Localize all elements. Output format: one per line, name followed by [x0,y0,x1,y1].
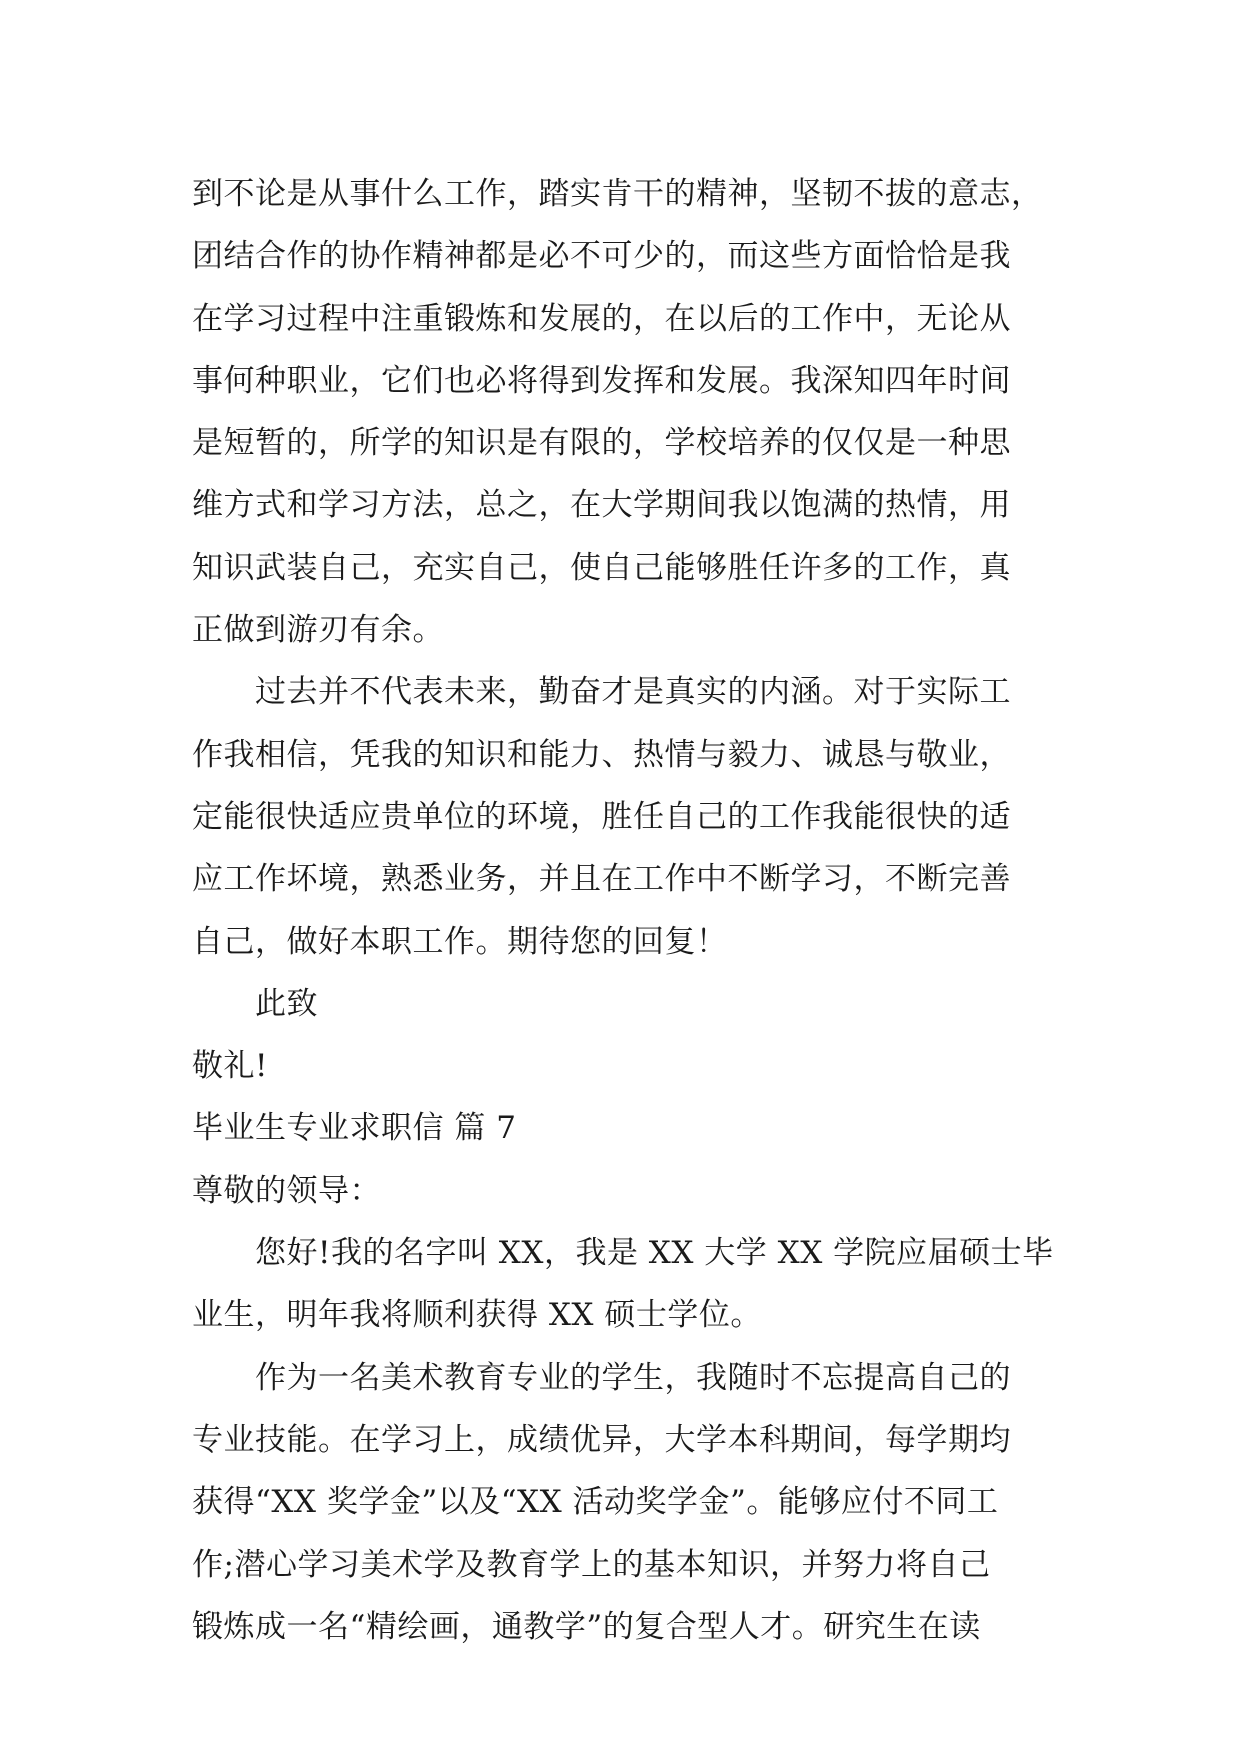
section-heading: 毕业生专业求职信 篇 7 [192,1110,517,1147]
text-line: 获得“XX 奖学金”以及“XX 活动奖学金”。能够应付不同工 [192,1484,999,1521]
closing-salutation: 此致 [255,985,318,1022]
text-line: 自己，做好本职工作。期待您的回复！ [192,923,728,960]
letter-greeting: 尊敬的领导： [192,1172,381,1209]
text-line: 在学习过程中注重锻炼和发展的，在以后的工作中，无论从 [192,300,1011,337]
closing-regards: 敬礼! [192,1048,268,1085]
text-line: 到不论是从事什么工作，踏实肯干的精神，坚韧不拔的意志， [192,176,1043,212]
paragraph-start-line: 作为一名美术教育专业的学生，我随时不忘提高自己的 [255,1359,1011,1396]
text-line: 作;潜心学习美术学及教育学上的基本知识，并努力将自己 [192,1546,991,1583]
text-line: 专业技能。在学习上，成绩优异，大学本科期间，每学期均 [192,1421,1011,1458]
text-line: 事何种职业，它们也必将得到发挥和发展。我深知四年时间 [192,362,1011,399]
text-line: 知识武装自己，充实自己，使自己能够胜任许多的工作，真 [192,549,1011,586]
text-line: 锻炼成一名“精绘画，通教学”的复合型人才。研究生在读 [192,1608,981,1645]
document-body [192,163,1062,1658]
text-line: 是短暂的，所学的知识是有限的，学校培养的仅仅是一种思 [192,425,1011,462]
text-line: 业生，明年我将顺利获得 XX 硕士学位。 [192,1297,762,1334]
paragraph-start-line: 您好!我的名字叫 XX，我是 XX 大学 XX 学院应届硕士毕 [255,1235,1054,1272]
text-line: 作我相信，凭我的知识和能力、热情与毅力、诚恳与敬业， [192,736,1011,773]
text-line: 团结合作的协作精神都是必不可少的，而这些方面恰恰是我 [192,238,1011,275]
paragraph-start-line: 过去并不代表未来，勤奋才是真实的内涵。对于实际工 [255,674,1011,711]
text-line: 定能很快适应贵单位的环境，胜任自己的工作我能很快的适 [192,798,1011,835]
text-line: 正做到游刃有余。 [192,612,444,649]
text-line: 应工作坏境，熟悉业务，并且在工作中不断学习，不断完善 [192,861,1011,898]
text-line: 维方式和学习方法，总之，在大学期间我以饱满的热情，用 [192,487,1011,524]
